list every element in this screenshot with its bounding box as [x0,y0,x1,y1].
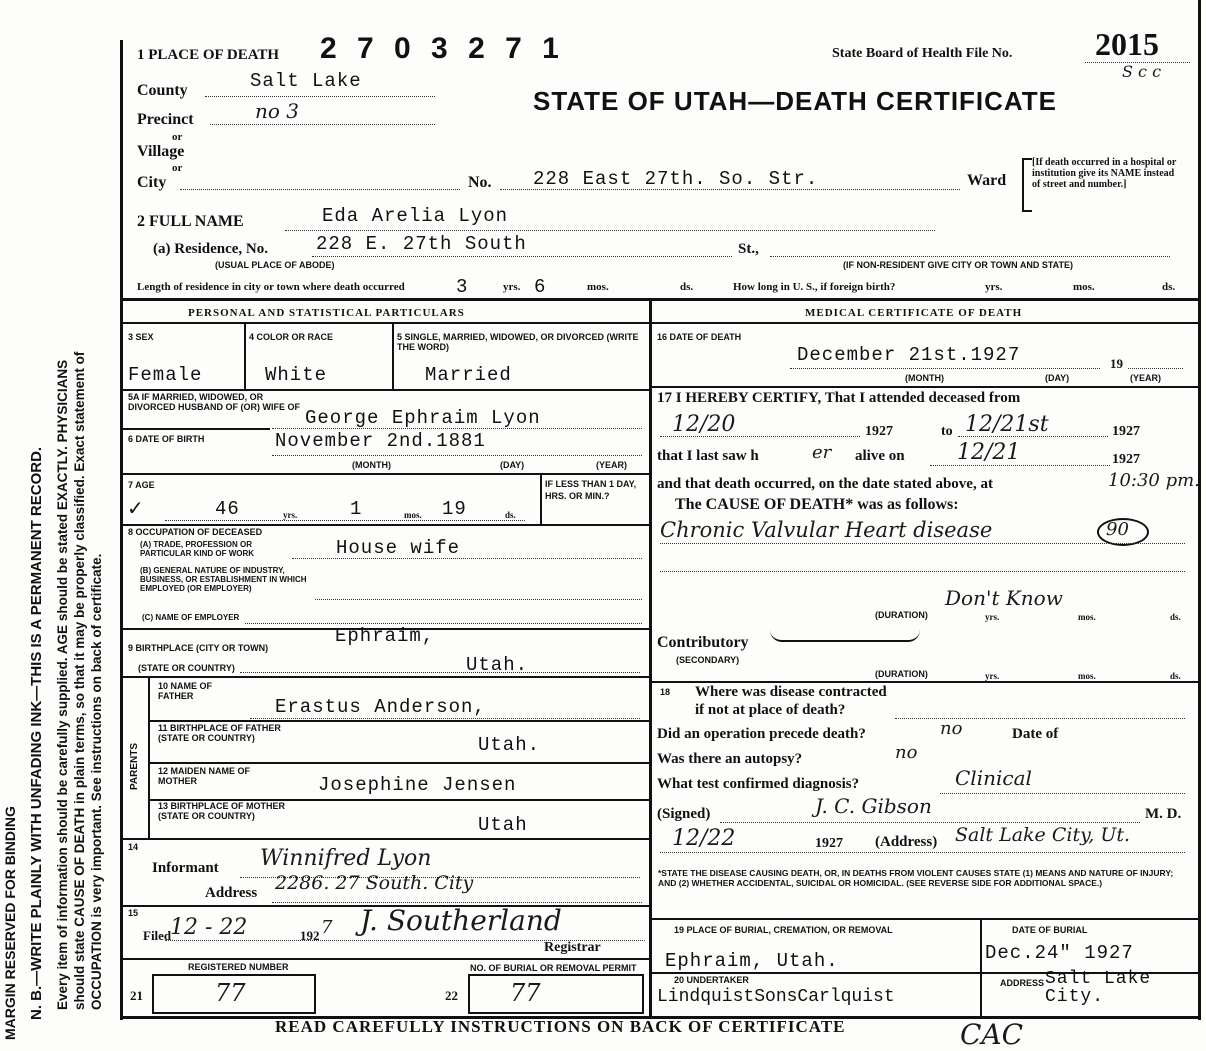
length-months: 6 [534,276,547,298]
cause-code: 90 [1106,519,1129,540]
informant-label: Informant [152,860,219,876]
certificate-number: 2 7 0 3 2 7 1 [320,32,565,65]
physician-signature: J. C. Gibson [815,794,932,818]
undertaker: LindquistSonsCarlquist [657,987,895,1007]
precinct-label: Precinct [137,111,194,128]
personal-section-title: PERSONAL AND STATISTICAL PARTICULARS [188,307,465,319]
residence-label: (a) Residence, No. [153,241,268,257]
cause-of-death-label: The CAUSE OF DEATH* was as follows: [675,496,959,513]
cause-footnote: *STATE THE DISEASE CAUSING DEATH, OR, IN DEATHS FROM VIOLENT CAUSES STATE (1) MEANS AND NATURE OF INJURY; AND (2) WHETHER ACCIDENTAL, SUICIDAL OR HOMICIDAL. (SEE REVERSE SIDE FOR ADDITIONAL SPACE.) [658,868,1174,888]
burial-permit-number: 77 [510,979,541,1007]
footer-instructions: READ CAREFULLY INSTRUCTIONS ON BACK OF CERTIFICATE [275,1017,846,1036]
instruction-line-3: should state CAUSE OF DEATH in plain terms, so that it may be properly classified. Exact statement of [72,351,87,1010]
village-label: Village [137,143,185,160]
precinct-value: no 3 [255,99,300,123]
burial-place: Ephraim, Utah. [665,950,839,972]
occupation-value: House wife [336,537,461,559]
street-no-label: No. [468,174,492,191]
full-name-label: 2 FULL NAME [137,213,244,230]
diagnosis-test: Clinical [955,766,1032,790]
certify-statement: 17 I HEREBY CERTIFY, That I attended deceased from [657,390,1021,406]
instruction-line-2: Every item of information should be carefully supplied. AGE should be stated EXACTLY. PHYSICIANS [55,359,70,1010]
instruction-line-4: OCCUPATION is very important. See instructions on back of certificate. [89,553,104,1010]
residence-value: 228 E. 27th South [316,233,527,255]
operation-answer: no [940,718,963,739]
binding-margin-note: MARGIN RESERVED FOR BINDING [2,806,18,1040]
instruction-line-1: N. B.—WRITE PLAINLY WITH UNFADING INK—THIS IS A PERMANENT RECORD. [28,446,45,1020]
attended-from: 12/20 [672,412,736,437]
informant-address-label: Address [205,885,258,901]
burial-date: Dec.24" 1927 [985,942,1134,964]
age-days: 19 [442,498,467,520]
length-of-residence-label: Length of residence in city or town where death occurred [137,281,405,293]
time-of-death: 10:30 pm. [1108,470,1200,491]
sex-value: Female [128,364,203,386]
registered-number: 77 [215,979,246,1007]
physician-address: Salt Lake City, Ut. [955,824,1131,846]
mother-maiden-name: Josephine Jensen [318,774,517,796]
city-label: City [137,174,167,191]
father-name: Erastus Anderson, [275,696,486,718]
form-right-border [1198,0,1201,1020]
autopsy-answer: no [895,742,918,763]
parents-label: PARENTS [129,742,140,790]
mother-birthplace: Utah [478,814,528,836]
ward-note: [If death occurred in a hospital or institution give its NAME instead of street and number.] [1032,157,1177,190]
date-of-birth-value: November 2nd.1881 [275,430,486,452]
race-value: White [265,364,328,386]
undertaker-address: Salt Lake City. [1045,969,1152,1007]
age-months: 1 [350,498,363,520]
last-seen-alive-date: 12/21 [957,440,1021,465]
date-of-death: December 21st.1927 [797,344,1021,366]
father-birthplace: Utah. [478,734,541,756]
registrar-label: Registrar [544,940,601,955]
initials: CAC [960,1018,1024,1051]
cause-of-death: Chronic Valvular Heart disease [660,518,993,542]
informant-address: 2286. 27 South. City [275,872,474,894]
spouse-value: George Ephraim Lyon [305,407,541,429]
filed-date: 12 - 22 [170,915,248,940]
birthplace-state: Utah. [466,654,529,676]
street-address: 228 East 27th. So. Str. [533,168,819,190]
filed-label: Filed [143,928,172,943]
registrar-signature: J. Southerland [360,904,562,937]
full-name-value: Eda Arelia Lyon [322,205,509,227]
attended-to: 12/21st [965,412,1049,437]
form-left-border [120,40,123,1020]
file-number-label: State Board of Health File No. [832,46,1013,61]
document-title: STATE OF UTAH—DEATH CERTIFICATE [533,86,1057,116]
birthplace-city: Ephraim, [335,625,435,647]
file-number: 2015 [1095,26,1159,62]
marital-status-value: Married [425,364,512,386]
signed-date: 12/22 [672,826,736,851]
length-years: 3 [456,276,469,298]
medical-section-title: MEDICAL CERTIFICATE OF DEATH [805,307,1023,319]
county-label: County [137,82,188,99]
ward-label: Ward [967,172,1007,189]
burial-permit-box [468,974,644,1014]
informant-signature: Winnifred Lyon [260,846,432,871]
cause-duration: Don't Know [945,586,1063,610]
age-years: 46 [215,498,240,520]
contributory-label: Contributory [657,634,749,651]
county-value: Salt Lake [250,70,362,92]
file-note: S c c [1122,62,1162,81]
place-of-death-label: 1 PLACE OF DEATH [137,47,280,63]
